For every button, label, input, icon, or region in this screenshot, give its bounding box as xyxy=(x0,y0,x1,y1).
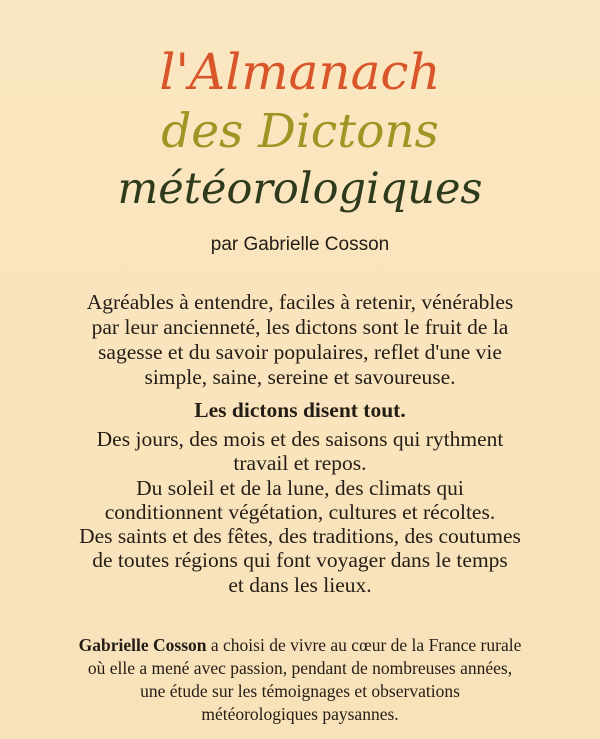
author-byline: par Gabrielle Cosson xyxy=(210,234,390,255)
intro-line: sagesse et du savoir populaires, reflet d'une vie xyxy=(98,340,502,364)
intro-line: par leur ancienneté, les dictons sont le fruit de la xyxy=(91,315,509,339)
bio-line-rest: a choisi de vivre au cœur de la France rurale xyxy=(206,635,522,655)
intro-line: simple, saine, sereine et savoureuse. xyxy=(144,365,456,389)
title-line-2: des Dictons xyxy=(161,104,439,159)
intro-paragraph xyxy=(40,290,560,390)
author-bio xyxy=(40,634,560,726)
description-line: conditionnent végétation, cultures et récoltes. xyxy=(104,499,496,524)
bio-line: une étude sur les témoignages et observations xyxy=(140,681,460,701)
bio-line: météorologiques paysannes. xyxy=(201,704,399,724)
description-line: Des jours, des mois et des saisons qui rythment xyxy=(96,427,504,451)
intro-line: Agréables à entendre, faciles à retenir, vénérables xyxy=(86,290,514,314)
bio-author-name: Gabrielle Cosson xyxy=(78,635,207,655)
section-heading: Les dictons disent tout. xyxy=(194,398,406,422)
bio-line: où elle a mené avec passion, pendant de nombreuses années, xyxy=(87,658,513,678)
title-line-1: l'Almanach xyxy=(159,43,441,101)
title-line-3: météorologiques xyxy=(117,164,483,214)
description-line: travail et repos. xyxy=(233,451,367,476)
dictons-description xyxy=(40,427,560,597)
description-line: Des saints et des fêtes, des traditions, des coutumes xyxy=(79,524,521,549)
bio-line xyxy=(40,634,560,657)
description-line: Du soleil et de la lune, des climats qui xyxy=(136,475,464,500)
description-line: de toutes régions qui font voyager dans le temps xyxy=(92,548,508,573)
description-line: et dans les lieux. xyxy=(228,572,372,597)
